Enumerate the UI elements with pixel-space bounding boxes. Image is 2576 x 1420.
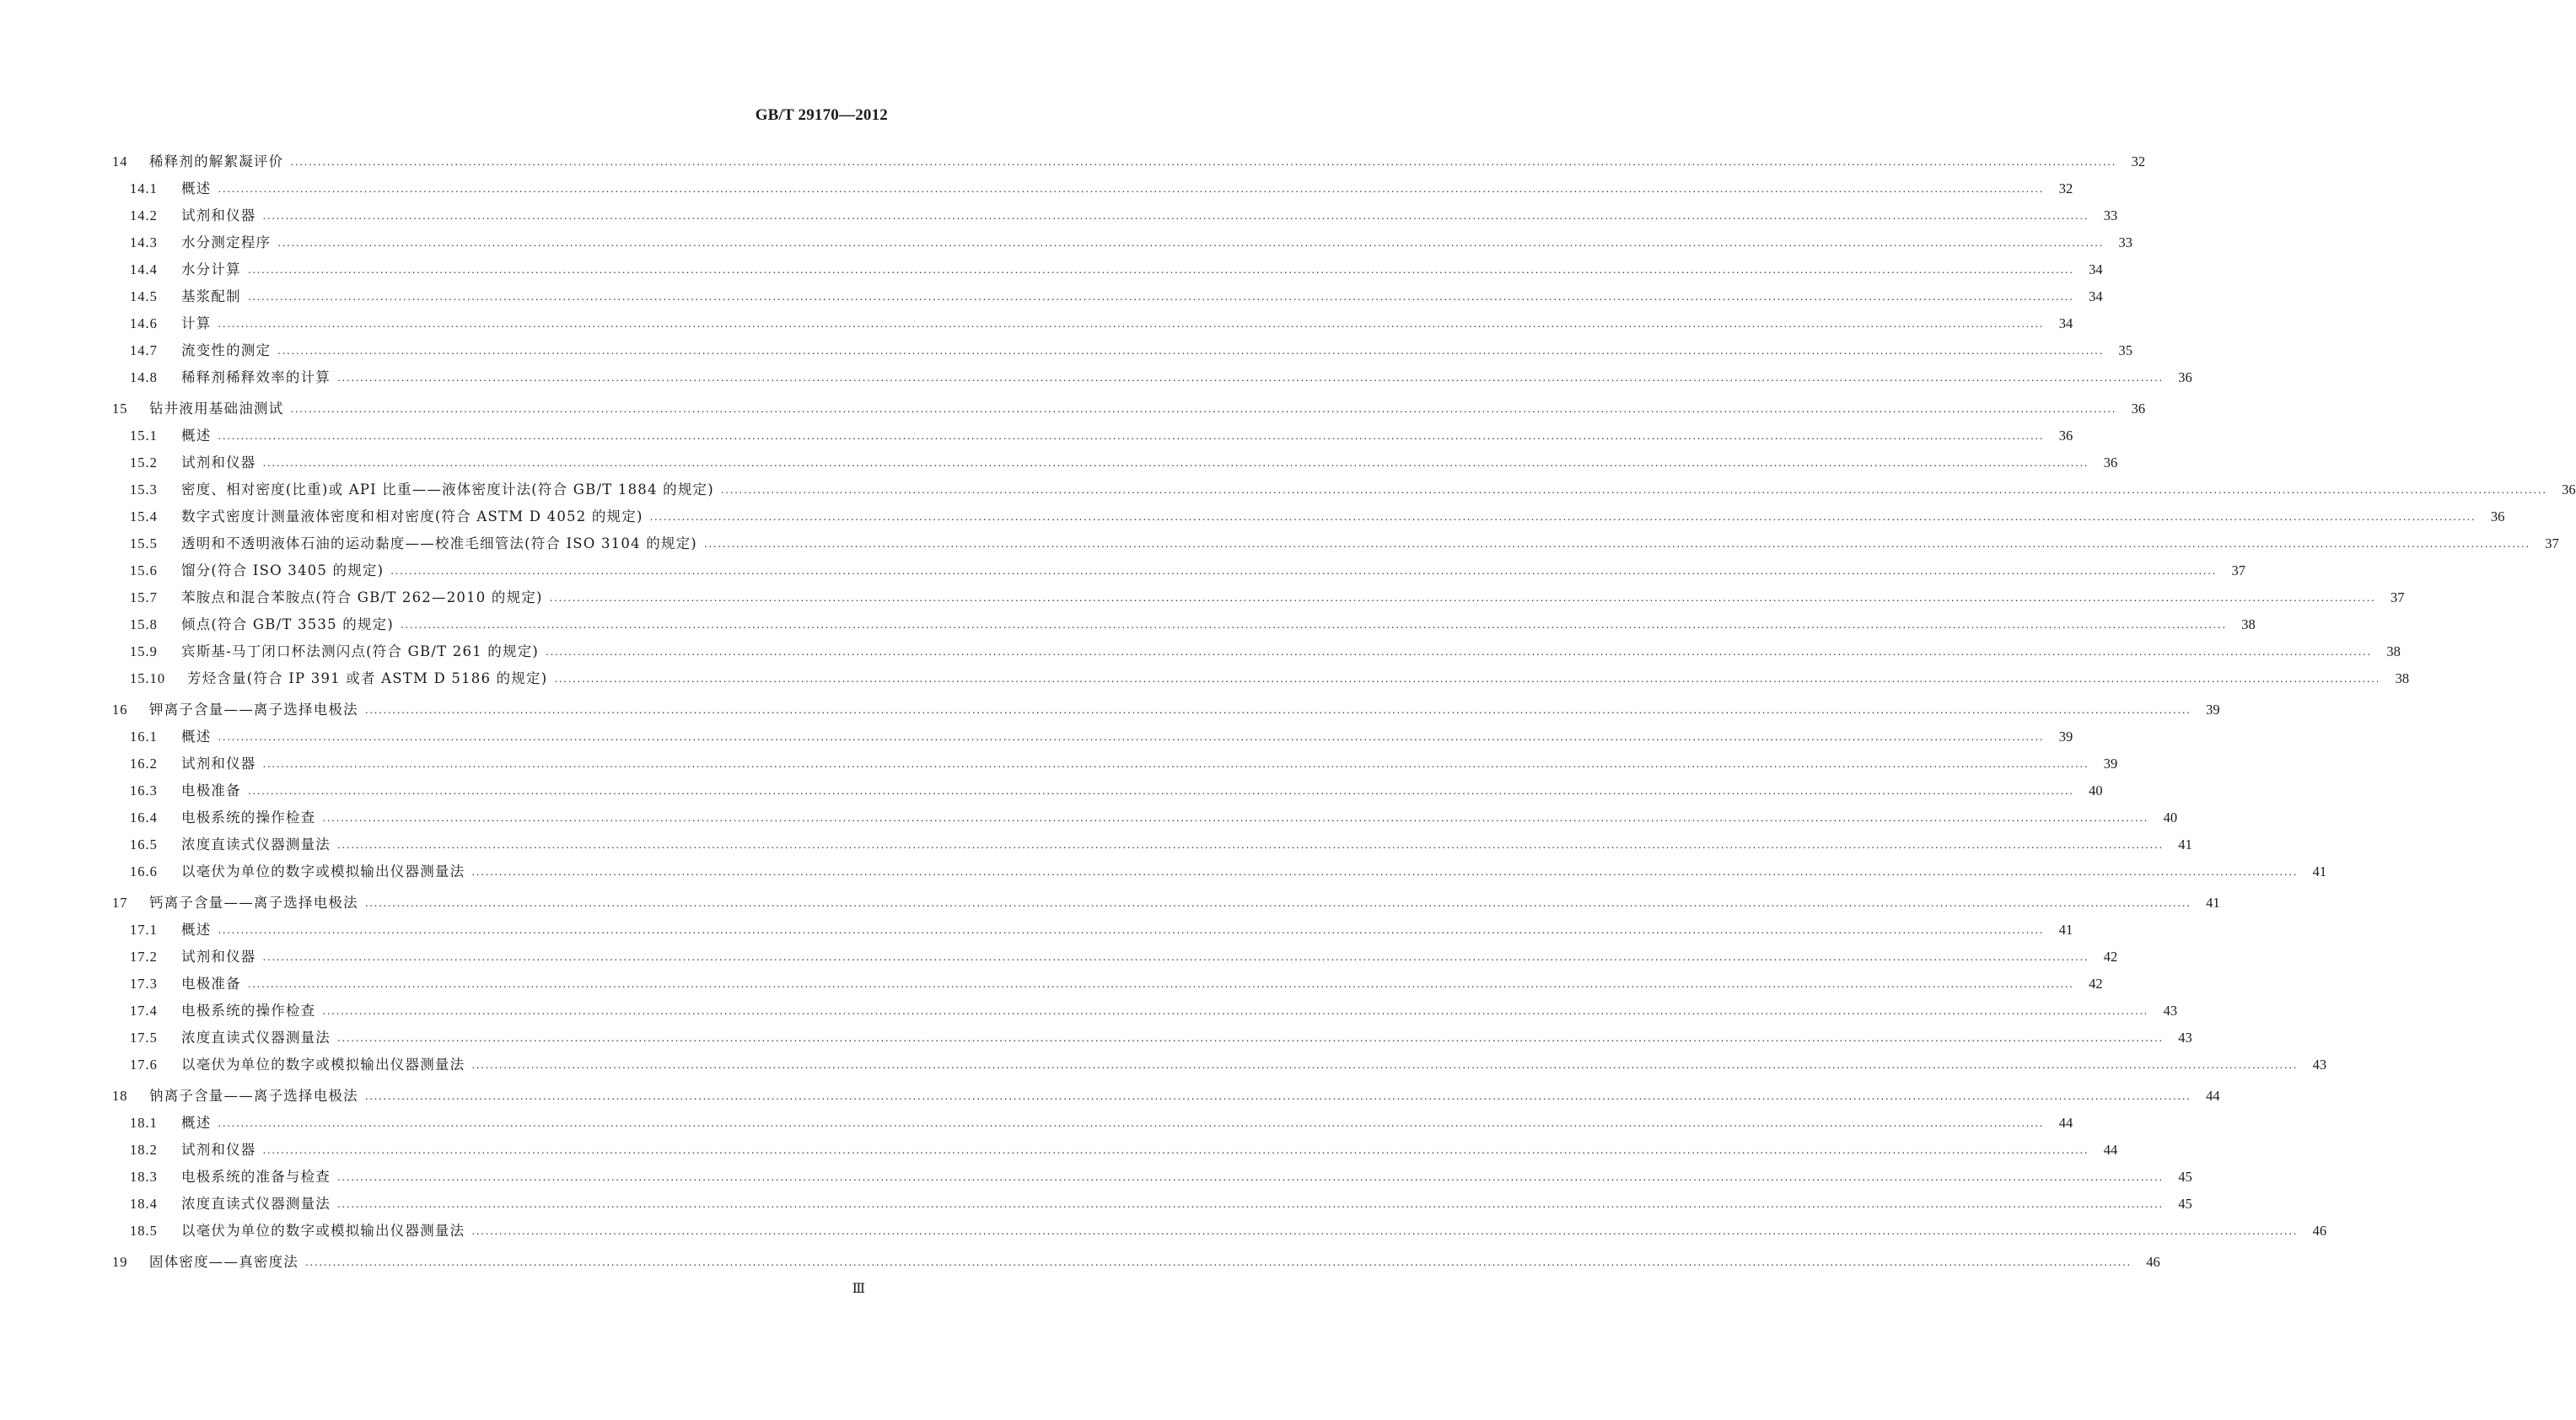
toc-dot-leader: ................................................................................................................................................................................................................................................................................................................................................................................................................: [247, 785, 2074, 797]
toc-entry-number: 15.6: [130, 562, 158, 578]
toc-entry-title: 密度、相对密度(比重)或 API 比重——液体密度计法(符合 GB/T 1884 的规定): [181, 481, 714, 498]
toc-entry-page: 46: [2312, 1223, 2327, 1239]
toc-entry-page: 41: [2312, 863, 2327, 879]
toc-dot-leader: ................................................................................................................................................................................................................................................................................................................................................................................................................: [277, 237, 2104, 249]
toc-entry-number: 15.8: [130, 616, 158, 632]
toc-section-row[interactable]: [112, 449, 2118, 476]
toc-dot-leader: ................................................................................................................................................................................................................................................................................................................................................................................................................: [337, 1171, 2164, 1183]
toc-section-row[interactable]: [112, 1191, 2192, 1218]
toc-entry-number: 17.1: [130, 922, 158, 938]
toc-entry-page: 38: [2395, 670, 2410, 686]
toc-entry-title: 计算: [181, 315, 212, 331]
toc-entry-page: 45: [2178, 1169, 2192, 1185]
toc-chapter-row[interactable]: [112, 697, 2220, 723]
toc-section-row[interactable]: [112, 422, 2073, 449]
toc-entry-title: 以毫伏为单位的数字或模拟输出仪器测量法: [181, 1057, 465, 1073]
toc-dot-leader: ................................................................................................................................................................................................................................................................................................................................................................................................................: [549, 592, 2376, 604]
toc-entry-page: 46: [2146, 1254, 2160, 1270]
toc-entry-page: 42: [2089, 976, 2103, 992]
toc-section-row[interactable]: [112, 557, 2246, 584]
toc-dot-leader: ................................................................................................................................................................................................................................................................................................................................................................................................................: [218, 731, 2045, 743]
toc-entry-page: 43: [2178, 1030, 2192, 1046]
toc-chapter-row[interactable]: [112, 1249, 2160, 1276]
toc-section-row[interactable]: [112, 723, 2073, 750]
toc-entry-title: 试剂和仪器: [181, 1142, 256, 1158]
toc-dot-leader: ................................................................................................................................................................................................................................................................................................................................................................................................................: [471, 1225, 2299, 1237]
toc-dot-leader: ................................................................................................................................................................................................................................................................................................................................................................................................................: [277, 345, 2104, 357]
page-number: Ⅲ: [852, 1282, 865, 1296]
toc-dot-leader: ................................................................................................................................................................................................................................................................................................................................................................................................................: [649, 511, 2477, 523]
toc-entry-title: 试剂和仪器: [181, 455, 256, 471]
toc-section-row[interactable]: [112, 1025, 2192, 1052]
toc-entry-number: 16.5: [130, 836, 158, 853]
toc-entry-title: 电极系统的操作检查: [181, 1003, 316, 1019]
toc-dot-leader: ................................................................................................................................................................................................................................................................................................................................................................................................................: [337, 372, 2164, 384]
toc-dot-leader: ................................................................................................................................................................................................................................................................................................................................................................................................................: [390, 565, 2218, 577]
toc-entry-number: 16.4: [130, 810, 158, 826]
toc-entry-page: 37: [2231, 562, 2246, 578]
toc-entry-title: 浓度直读式仪器测量法: [181, 1196, 331, 1212]
toc-entry-title: 馏分(符合 ISO 3405 的规定): [181, 562, 385, 578]
toc-dot-leader: ................................................................................................................................................................................................................................................................................................................................................................................................................: [218, 318, 2045, 330]
toc-entry-page: 44: [2058, 1115, 2073, 1131]
toc-dot-leader: ................................................................................................................................................................................................................................................................................................................................................................................................................: [364, 704, 2191, 716]
toc-entry-page: 38: [2386, 643, 2401, 659]
toc-entry-title: 苯胺点和混合苯胺点(符合 GB/T 262—2010 的规定): [181, 589, 543, 605]
toc-entry-number: 14.6: [130, 315, 158, 331]
toc-section-row[interactable]: [112, 638, 2401, 665]
toc-entry-number: 18.1: [130, 1115, 158, 1131]
toc-section-row[interactable]: [112, 229, 2132, 256]
toc-section-row[interactable]: [112, 944, 2118, 971]
toc-entry-page: 33: [2103, 207, 2118, 223]
toc-dot-leader: ................................................................................................................................................................................................................................................................................................................................................................................................................: [262, 210, 2089, 222]
toc-entry-title: 稀释剂的解絮凝评价: [149, 153, 284, 169]
toc-entry-number: 17.2: [130, 949, 158, 965]
toc-entry-title: 流变性的测定: [181, 342, 272, 358]
toc-dot-leader: ................................................................................................................................................................................................................................................................................................................................................................................................................: [262, 1144, 2089, 1156]
toc-entry-number: 18.3: [130, 1169, 158, 1185]
toc-section-row[interactable]: [112, 175, 2073, 202]
toc-entry-number: 19: [112, 1254, 128, 1270]
toc-dot-leader: ................................................................................................................................................................................................................................................................................................................................................................................................................: [247, 264, 2074, 276]
table-of-contents: [112, 148, 2576, 1276]
toc-entry-page: 40: [2089, 783, 2103, 799]
toc-entry-page: 41: [2058, 922, 2073, 938]
toc-entry-title: 水分测定程序: [181, 234, 272, 250]
toc-entry-title: 宾斯基-马丁闭口杯法测闪点(符合 GB/T 261 的规定): [181, 643, 540, 659]
toc-dot-leader: ................................................................................................................................................................................................................................................................................................................................................................................................................: [218, 1117, 2045, 1129]
toc-entry-title: 钻井液用基础油测试: [149, 401, 284, 417]
toc-entry-title: 试剂和仪器: [181, 949, 256, 965]
toc-entry-page: 39: [2103, 756, 2118, 772]
toc-dot-leader: ................................................................................................................................................................................................................................................................................................................................................................................................................: [337, 1032, 2164, 1044]
toc-entry-page: 36: [2131, 401, 2146, 417]
toc-entry-title: 以毫伏为单位的数字或模拟输出仪器测量法: [181, 1223, 465, 1239]
toc-entry-page: 36: [2562, 481, 2576, 498]
toc-entry-title: 钾离子含量——离子选择电极法: [149, 702, 358, 718]
toc-entry-number: 14.2: [130, 207, 158, 223]
toc-entry-number: 15.10: [130, 670, 166, 686]
toc-entry-number: 16: [112, 702, 128, 718]
toc-section-row[interactable]: [112, 611, 2256, 638]
toc-entry-title: 概述: [181, 180, 212, 196]
toc-entry-title: 电极系统的操作检查: [181, 810, 316, 826]
toc-dot-leader: ................................................................................................................................................................................................................................................................................................................................................................................................................: [322, 812, 2149, 824]
toc-section-row[interactable]: [112, 337, 2132, 364]
toc-entry-number: 14.4: [130, 261, 158, 277]
toc-entry-number: 17: [112, 895, 128, 911]
toc-section-row[interactable]: [112, 750, 2118, 777]
toc-entry-title: 概述: [181, 729, 212, 745]
toc-section-row[interactable]: [112, 364, 2192, 391]
document-code: GB/T 29170—2012: [755, 106, 888, 124]
toc-chapter-row[interactable]: [112, 890, 2220, 917]
toc-entry-title: 芳烃含量(符合 IP 391 或者 ASTM D 5186 的规定): [187, 670, 548, 686]
toc-entry-number: 15.5: [130, 535, 158, 551]
toc-dot-leader: ................................................................................................................................................................................................................................................................................................................................................................................................................: [337, 1198, 2164, 1210]
toc-dot-leader: ................................................................................................................................................................................................................................................................................................................................................................................................................: [471, 866, 2299, 878]
toc-entry-title: 钙离子含量——离子选择电极法: [149, 895, 358, 911]
toc-section-row[interactable]: [112, 283, 2103, 310]
toc-dot-leader: ................................................................................................................................................................................................................................................................................................................................................................................................................: [337, 839, 2164, 851]
toc-entry-number: 16.2: [130, 756, 158, 772]
toc-entry-page: 36: [2058, 428, 2073, 444]
toc-section-row[interactable]: [112, 584, 2405, 611]
toc-section-row[interactable]: [112, 1164, 2192, 1191]
toc-entry-page: 41: [2206, 895, 2220, 911]
toc-section-row[interactable]: [112, 530, 2559, 557]
toc-entry-number: 14.5: [130, 288, 158, 304]
toc-entry-number: 14.1: [130, 180, 158, 196]
toc-entry-page: 32: [2058, 180, 2073, 196]
toc-entry-title: 概述: [181, 1115, 212, 1131]
toc-section-row[interactable]: [112, 917, 2073, 944]
toc-section-row[interactable]: [112, 804, 2178, 831]
toc-entry-page: 45: [2178, 1196, 2192, 1212]
toc-dot-leader: ................................................................................................................................................................................................................................................................................................................................................................................................................: [262, 951, 2089, 963]
toc-dot-leader: ................................................................................................................................................................................................................................................................................................................................................................................................................: [290, 403, 2117, 415]
toc-section-row[interactable]: [112, 202, 2118, 229]
toc-dot-leader: ................................................................................................................................................................................................................................................................................................................................................................................................................: [703, 538, 2530, 550]
toc-entry-title: 概述: [181, 428, 212, 444]
toc-section-row[interactable]: [112, 971, 2103, 998]
toc-entry-page: 39: [2206, 702, 2220, 718]
toc-section-row[interactable]: [112, 998, 2178, 1025]
toc-entry-page: 36: [2178, 369, 2192, 385]
toc-entry-number: 16.6: [130, 863, 158, 879]
toc-entry-title: 水分计算: [181, 261, 241, 277]
toc-section-row[interactable]: [112, 858, 2327, 885]
toc-section-row[interactable]: [112, 256, 2103, 283]
toc-entry-number: 14.3: [130, 234, 158, 250]
toc-entry-page: 34: [2089, 288, 2103, 304]
toc-entry-title: 电极系统的准备与检查: [181, 1169, 331, 1185]
toc-section-row[interactable]: [112, 777, 2103, 804]
toc-dot-leader: ................................................................................................................................................................................................................................................................................................................................................................................................................: [322, 1005, 2149, 1017]
toc-dot-leader: ................................................................................................................................................................................................................................................................................................................................................................................................................: [218, 430, 2045, 442]
toc-section-row[interactable]: [112, 310, 2073, 337]
toc-section-row[interactable]: [112, 1110, 2073, 1137]
toc-section-row[interactable]: [112, 831, 2192, 858]
toc-section-row[interactable]: [112, 1218, 2327, 1245]
toc-entry-number: 15.9: [130, 643, 158, 659]
toc-entry-title: 概述: [181, 922, 212, 938]
toc-section-row[interactable]: [112, 476, 2576, 503]
toc-dot-leader: ................................................................................................................................................................................................................................................................................................................................................................................................................: [262, 758, 2089, 770]
toc-entry-title: 以毫伏为单位的数字或模拟输出仪器测量法: [181, 863, 465, 879]
toc-entry-page: 36: [2103, 455, 2118, 471]
toc-entry-page: 40: [2163, 810, 2178, 826]
toc-dot-leader: ................................................................................................................................................................................................................................................................................................................................................................................................................: [400, 619, 2227, 631]
toc-chapter-row[interactable]: [112, 395, 2146, 422]
toc-entry-page: 42: [2103, 949, 2118, 965]
toc-entry-title: 试剂和仪器: [181, 756, 256, 772]
toc-section-row[interactable]: [112, 665, 2410, 692]
toc-entry-title: 基浆配制: [181, 288, 241, 304]
toc-entry-page: 34: [2089, 261, 2103, 277]
toc-entry-title: 稀释剂稀释效率的计算: [181, 369, 331, 385]
toc-entry-page: 32: [2131, 153, 2146, 169]
toc-entry-number: 18.2: [130, 1142, 158, 1158]
toc-dot-leader: ................................................................................................................................................................................................................................................................................................................................................................................................................: [471, 1059, 2299, 1071]
toc-dot-leader: ................................................................................................................................................................................................................................................................................................................................................................................................................: [290, 156, 2117, 168]
toc-entry-number: 17.4: [130, 1003, 158, 1019]
toc-entry-number: 15.3: [130, 481, 158, 498]
toc-entry-number: 14.8: [130, 369, 158, 385]
toc-entry-page: 33: [2118, 234, 2132, 250]
toc-entry-number: 17.5: [130, 1030, 158, 1046]
toc-section-row[interactable]: [112, 1137, 2118, 1164]
toc-dot-leader: ................................................................................................................................................................................................................................................................................................................................................................................................................: [262, 457, 2089, 469]
toc-entry-number: 14.7: [130, 342, 158, 358]
toc-entry-title: 钠离子含量——离子选择电极法: [149, 1088, 358, 1104]
toc-entry-number: 16.1: [130, 729, 158, 745]
toc-section-row[interactable]: [112, 1052, 2327, 1078]
toc-section-row[interactable]: [112, 503, 2505, 530]
toc-entry-number: 15.2: [130, 455, 158, 471]
toc-entry-page: 36: [2490, 508, 2505, 524]
toc-entry-title: 试剂和仪器: [181, 207, 256, 223]
toc-dot-leader: ................................................................................................................................................................................................................................................................................................................................................................................................................: [554, 673, 2381, 685]
toc-entry-number: 15: [112, 401, 128, 417]
toc-entry-page: 39: [2058, 729, 2073, 745]
toc-entry-number: 17.6: [130, 1057, 158, 1073]
toc-entry-page: 43: [2312, 1057, 2327, 1073]
toc-dot-leader: ................................................................................................................................................................................................................................................................................................................................................................................................................: [218, 183, 2045, 195]
toc-entry-page: 41: [2178, 836, 2192, 853]
toc-entry-number: 18: [112, 1088, 128, 1104]
toc-entry-title: 浓度直读式仪器测量法: [181, 836, 331, 853]
toc-entry-title: 透明和不透明液体石油的运动黏度——校准毛细管法(符合 ISO 3104 的规定): [181, 535, 697, 551]
toc-chapter-row[interactable]: [112, 1083, 2220, 1110]
toc-entry-title: 电极准备: [181, 783, 241, 799]
toc-entry-number: 14: [112, 153, 128, 169]
toc-entry-number: 15.1: [130, 428, 158, 444]
toc-dot-leader: ................................................................................................................................................................................................................................................................................................................................................................................................................: [305, 1256, 2132, 1268]
toc-dot-leader: ................................................................................................................................................................................................................................................................................................................................................................................................................: [364, 1090, 2191, 1102]
toc-entry-page: 34: [2058, 315, 2073, 331]
toc-entry-title: 电极准备: [181, 976, 241, 992]
toc-entry-number: 18.4: [130, 1196, 158, 1212]
toc-entry-page: 44: [2103, 1142, 2118, 1158]
toc-entry-page: 35: [2118, 342, 2132, 358]
toc-entry-page: 38: [2241, 616, 2256, 632]
toc-entry-title: 固体密度——真密度法: [149, 1254, 298, 1270]
toc-chapter-row[interactable]: [112, 148, 2146, 175]
toc-entry-number: 15.7: [130, 589, 158, 605]
toc-entry-page: 44: [2206, 1088, 2220, 1104]
toc-dot-leader: ................................................................................................................................................................................................................................................................................................................................................................................................................: [247, 978, 2074, 990]
toc-dot-leader: ................................................................................................................................................................................................................................................................................................................................................................................................................: [218, 924, 2045, 936]
toc-entry-title: 数字式密度计测量液体密度和相对密度(符合 ASTM D 4052 的规定): [181, 508, 643, 524]
toc-entry-page: 37: [2390, 589, 2405, 605]
toc-entry-number: 17.3: [130, 976, 158, 992]
toc-entry-number: 18.5: [130, 1223, 158, 1239]
toc-entry-page: 37: [2545, 535, 2559, 551]
toc-entry-title: 浓度直读式仪器测量法: [181, 1030, 331, 1046]
toc-entry-number: 16.3: [130, 783, 158, 799]
toc-dot-leader: ................................................................................................................................................................................................................................................................................................................................................................................................................: [247, 291, 2074, 303]
toc-entry-title: 倾点(符合 GB/T 3535 的规定): [181, 616, 394, 632]
toc-dot-leader: ................................................................................................................................................................................................................................................................................................................................................................................................................: [546, 646, 2372, 658]
toc-dot-leader: ................................................................................................................................................................................................................................................................................................................................................................................................................: [720, 484, 2547, 496]
toc-entry-number: 15.4: [130, 508, 158, 524]
toc-entry-page: 43: [2163, 1003, 2178, 1019]
toc-dot-leader: ................................................................................................................................................................................................................................................................................................................................................................................................................: [364, 897, 2191, 909]
